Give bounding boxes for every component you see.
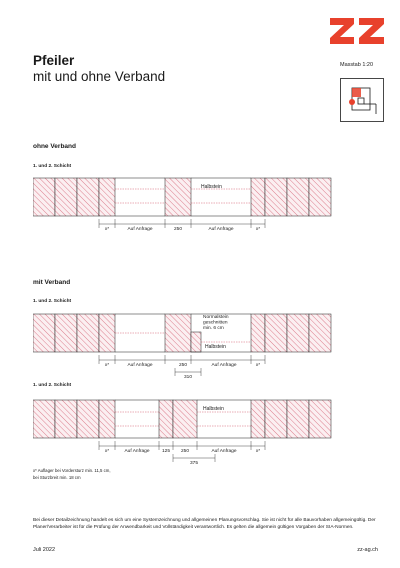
page-subtitle: mit und ohne Verband [33, 69, 166, 84]
layer-label: 1. und 2. Schicht [33, 299, 72, 304]
dim-310: 310 [183, 375, 193, 380]
page-title: Pfeiler [33, 53, 75, 68]
dim-250: 250 [180, 449, 190, 454]
layer-label: 1. und 2. Schicht [33, 164, 72, 169]
dim-auf-anfrage-left: Auf Anfrage [127, 227, 153, 232]
footnote-line: bei Sturzbreit min. 18 cm [33, 474, 81, 480]
wall-right [251, 178, 331, 216]
wall-section-mit-verband-2 [33, 394, 378, 466]
pier [159, 400, 197, 438]
section-heading-mit-verband: mit Verband [33, 279, 71, 286]
disclaimer: Bei dieser Detailzeichnung handelt es sich um eine Systemzeichnung und allgemeinen Planungsvorschlag. Sie ist nicht für alle Bauvorhaben allgemeingültig. Der Planer/Verarbeiter ist für die Prüfung der Anwendbarkeit und Vollständigkeit verantwortlich. Es gelten die allgemein gültigen Vorgaben der SIA-Normen. [33, 518, 376, 531]
pier [165, 178, 191, 216]
label-normalstein [203, 314, 229, 331]
dim-auf-anfrage-left: Auf Anfrage [124, 449, 150, 454]
label-halbstein: Halbstein [201, 184, 222, 190]
wall-section-mit-verband-1 [33, 308, 378, 380]
footnote [33, 468, 233, 481]
wall-left [33, 400, 115, 438]
layer-label: 1. und 2. Schicht [33, 383, 72, 388]
label-halbstein: Halbstein [205, 344, 226, 350]
dim-auf-anfrage-left: Auf Anfrage [127, 363, 153, 368]
dim-250: 250 [173, 227, 183, 232]
footnote-line: x* Auflager bei Vordersturz min. 11,5 cm, [33, 468, 111, 473]
dim-x-right: x* [255, 227, 261, 232]
key-plan-icon [340, 78, 384, 122]
wall-left [33, 314, 115, 352]
footer-website-link[interactable]: zz-ag.ch [357, 547, 378, 553]
label-normalstein-line: Normalstein [203, 315, 229, 320]
label-normalstein-line: geschnitten [203, 320, 228, 326]
wall-left [33, 178, 115, 216]
footer-date: Juli 2022 [33, 547, 56, 553]
wall-right [251, 314, 331, 352]
section-heading-ohne-verband: ohne Verband [33, 143, 76, 150]
dim-x-left: x* [104, 363, 110, 368]
wall-section-ohne-verband [33, 172, 378, 242]
dim-x-left: x* [104, 227, 110, 232]
wall-right [251, 400, 331, 438]
dim-auf-anfrage-right: Auf Anfrage [211, 363, 237, 368]
zz-logo [330, 18, 384, 44]
dim-250: 250 [178, 363, 188, 368]
label-halbstein: Halbstein [203, 406, 224, 412]
dim-x-right: x* [255, 363, 261, 368]
dim-auf-anfrage-right: Auf Anfrage [208, 227, 234, 232]
dim-125: 125 [161, 449, 171, 454]
label-normalstein-line: min. 6 cm [203, 326, 224, 332]
dim-auf-anfrage-right: Auf Anfrage [211, 449, 237, 454]
dim-375: 375 [189, 461, 199, 466]
scale-label: Masstab 1:20 [340, 62, 374, 68]
pier [165, 314, 201, 352]
dim-x-right: x* [255, 449, 261, 454]
dim-x-left: x* [104, 449, 110, 454]
